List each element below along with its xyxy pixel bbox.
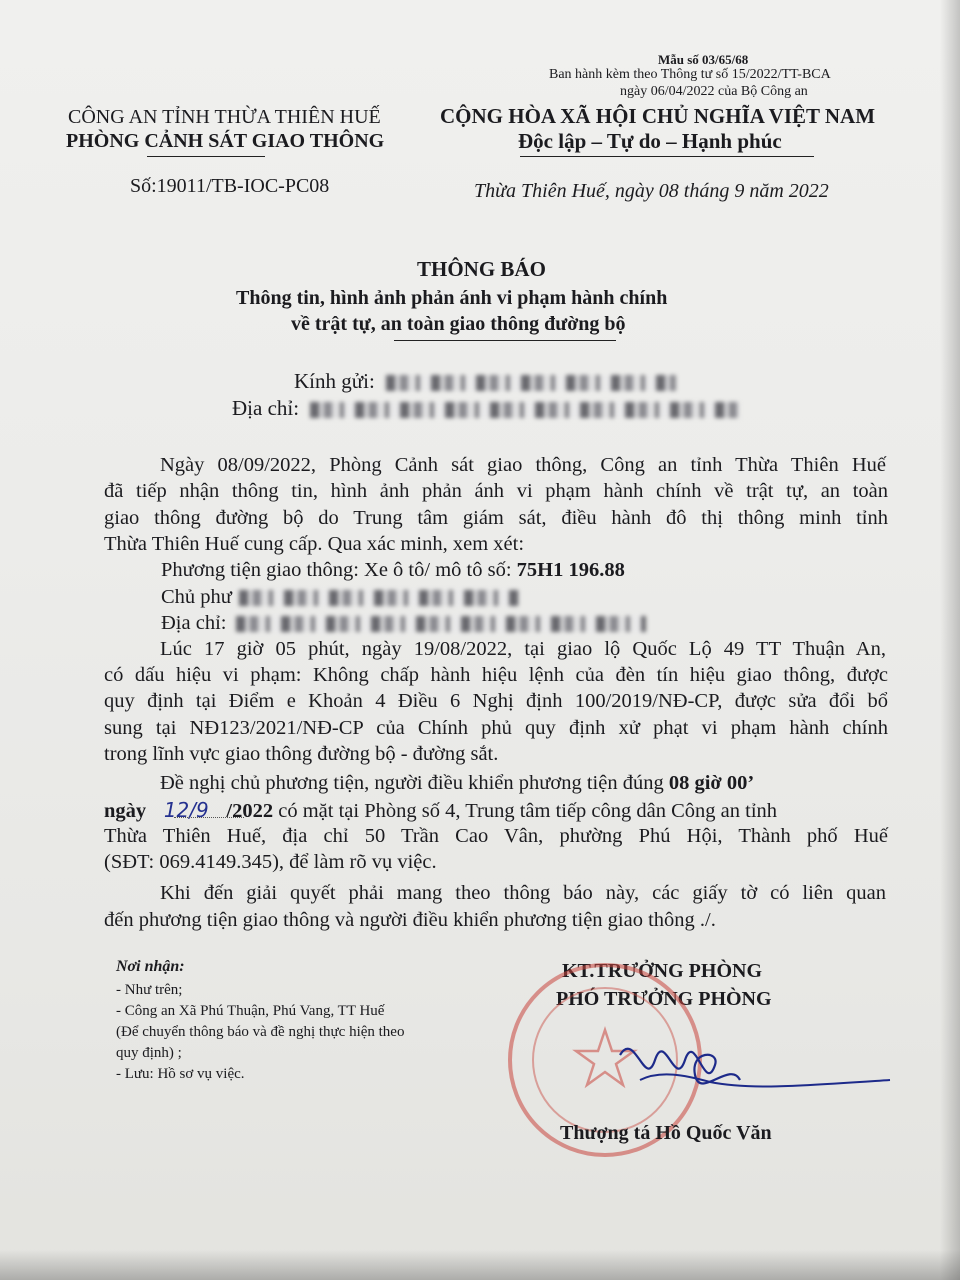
redacted-owner xyxy=(239,590,519,606)
p4-line2: đến phương tiện giao thông và người điều khiển phương tiện giao thông ./. xyxy=(104,909,716,931)
document-date: Thừa Thiên Huế, ngày 08 tháng 9 năm 2022 xyxy=(474,180,829,202)
recipients-item1: - Như trên; xyxy=(116,982,183,998)
agency-line2: PHÒNG CẢNH SÁT GIAO THÔNG xyxy=(66,130,385,152)
appointment-day-label: ngày xyxy=(104,800,147,822)
p2-line1: Lúc 17 giờ 05 phút, ngày 19/08/2022, tại giao lộ Quốc Lộ 49 TT Thuận An, xyxy=(160,638,886,660)
page-shadow-bottom xyxy=(0,1250,960,1280)
appointment-time: 08 giờ 00’ xyxy=(668,772,755,794)
recipients-heading: Nơi nhận: xyxy=(116,958,185,975)
agency-underline xyxy=(147,156,265,157)
title-underline xyxy=(394,340,616,341)
to-label-text: Kính gửi: xyxy=(294,369,375,393)
to-label xyxy=(294,369,676,394)
agency-line1: CÔNG AN TỈNH THỪA THIÊN HUẾ xyxy=(68,106,381,128)
owner-line xyxy=(161,584,519,610)
document-title: THÔNG BÁO xyxy=(417,257,546,281)
signature-title-2: PHÓ TRƯỞNG PHÒNG xyxy=(556,988,772,1010)
p1-line2: đã tiếp nhận thông tin, hình ảnh phản ánh vi phạm hành chính về trật tự, an toàn xyxy=(104,480,888,502)
page-shadow-right xyxy=(940,0,960,1280)
handwritten-dotted-line xyxy=(174,817,244,818)
recipient-address-label: Địa chỉ: xyxy=(232,396,300,420)
document-subtitle-2: về trật tự, an toàn giao thông đường bộ xyxy=(291,313,626,335)
signature-title-1: KT.TRƯỞNG PHÒNG xyxy=(562,960,762,982)
p2-line2: có dấu hiệu vi phạm: Không chấp hành hiệu lệnh của đèn tín hiệu giao thông, được xyxy=(104,664,888,686)
p3-line2 xyxy=(104,797,777,824)
document-number: Số:19011/TB-IOC-PC08 xyxy=(130,175,330,197)
handwritten-signature xyxy=(600,1020,900,1110)
p2-line5: trong lĩnh vực giao thông đường bộ - đường sắt. xyxy=(104,743,499,765)
form-issued-line2: ngày 06/04/2022 của Bộ Công an xyxy=(620,84,808,99)
p3-line2-text: có mặt tại Phòng số 4, Trung tâm tiếp công dân Công an tỉnh xyxy=(278,800,778,822)
redacted-recipient-name xyxy=(386,375,676,391)
p1-line3: giao thông đường bộ do Trung tâm giám sát, điều hành đô thị thông minh tỉnh xyxy=(104,507,888,529)
p2-line3: quy định tại Điểm e Khoản 4 Điều 6 Nghị định 100/2019/NĐ-CP, được sửa đổi bổ xyxy=(104,690,888,712)
owner-address-line xyxy=(161,610,646,636)
nation-line1: CỘNG HÒA XÃ HỘI CHỦ NGHĨA VIỆT NAM xyxy=(440,104,876,128)
recipients-item5: - Lưu: Hồ sơ vụ việc. xyxy=(116,1066,245,1082)
p3-line4: (SĐT: 069.4149.345), để làm rõ vụ việc. xyxy=(104,851,437,873)
owner-label: Chủ phư xyxy=(161,586,232,608)
p4-line1: Khi đến giải quyết phải mang theo thông báo này, các giấy tờ có liên quan xyxy=(160,882,886,904)
p3-line3: Thừa Thiên Huế, địa chỉ 50 Trần Cao Vân, phường Phú Hội, Thành phố Huế xyxy=(104,825,888,847)
p2-line4: sung tại NĐ123/2021/NĐ-CP của Chính phủ quy định xử phạt vi phạm hành chính xyxy=(104,717,888,739)
recipients-item3: (Để chuyển thông báo và đề nghị thực hiện theo xyxy=(116,1024,405,1040)
p1-line4: Thừa Thiên Huế cung cấp. Qua xác minh, xem xét: xyxy=(104,533,525,555)
nation-motto: Độc lập – Tự do – Hạnh phúc xyxy=(518,129,782,153)
p3-line1-text: Đề nghị chủ phương tiện, người điều khiển phương tiện đúng xyxy=(160,772,664,794)
redacted-owner-address xyxy=(236,616,646,632)
owner-address-label: Địa chỉ: xyxy=(161,612,227,634)
handwritten-day: 12/9 xyxy=(163,798,209,822)
recipients-item4: quy định) ; xyxy=(116,1045,182,1061)
signer-name: Thượng tá Hồ Quốc Văn xyxy=(560,1122,772,1144)
redacted-recipient-address xyxy=(310,402,740,418)
form-issued-line1: Ban hành kèm theo Thông tư số 15/2022/TT-BCA xyxy=(549,67,831,82)
document-subtitle-1: Thông tin, hình ảnh phản ánh vi phạm hành chính xyxy=(236,287,668,309)
vehicle-line xyxy=(161,557,625,583)
vehicle-plate: 75H1 196.88 xyxy=(516,559,625,581)
p1-line1: Ngày 08/09/2022, Phòng Cảnh sát giao thông, Công an tỉnh Thừa Thiên Huế xyxy=(160,454,886,476)
p3-line1 xyxy=(160,770,754,796)
form-number: Mẫu số 03/65/68 xyxy=(658,52,749,67)
appointment-year: /2022 xyxy=(226,800,274,822)
recipient-address xyxy=(232,396,740,421)
motto-underline xyxy=(520,156,814,157)
vehicle-label: Phương tiện giao thông: Xe ô tô/ mô tô số: xyxy=(161,559,512,581)
recipients-item2: - Công an Xã Phú Thuận, Phú Vang, TT Huế xyxy=(116,1003,385,1019)
